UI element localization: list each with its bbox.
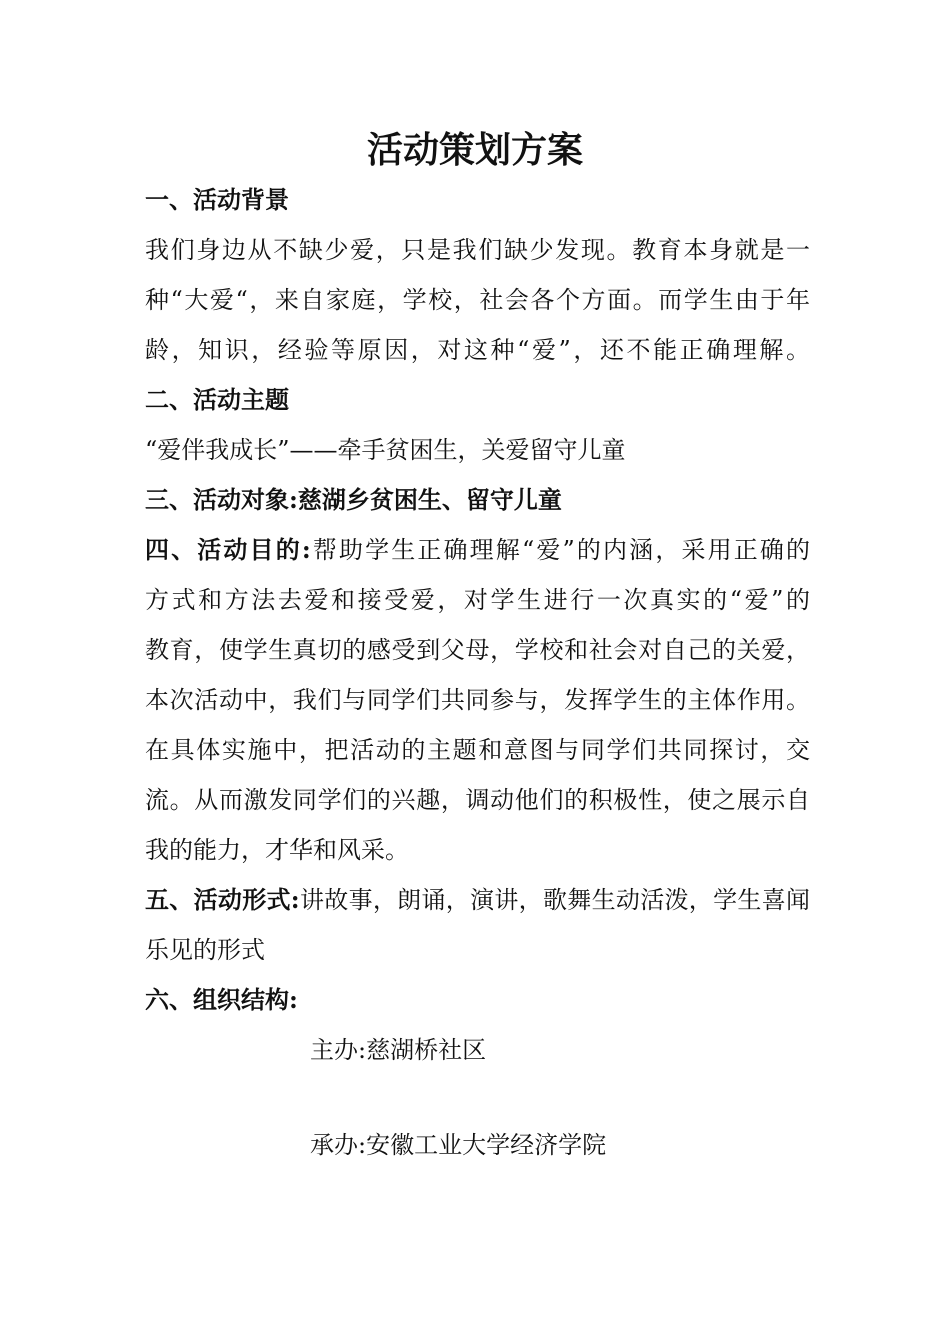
paragraph-text: 帮助学生正确理解“爱”的内涵，采用正确的	[310, 536, 811, 564]
paragraph-line: 种“大爱“，来自家庭，学校，社会各个方面。而学生由于年	[145, 286, 810, 314]
theme-text: “爱伴我成长”——牵手贫困生，关爱留守儿童	[145, 436, 626, 464]
paragraph-line: 方式和方法去爱和接受爱，对学生进行一次真实的“爱”的	[145, 586, 810, 614]
paragraph-line: 龄，知识，经验等原因，对这种“爱”，还不能正确理解。	[145, 336, 810, 364]
section-heading-background: 一、活动背景	[145, 185, 289, 214]
form-first-line	[145, 875, 810, 925]
section-heading-organization: 六、组织结构:	[145, 985, 298, 1014]
paragraph-line: 我的能力，才华和风采。	[145, 836, 409, 864]
paragraph-line: 我们身边从不缺少爱，只是我们缺少发现。教育本身就是一	[145, 236, 810, 264]
section-heading-form: 五、活动形式:	[145, 885, 300, 914]
paragraph-line: 在具体实施中，把活动的主题和意图与同学们共同探讨，交	[145, 736, 810, 764]
purpose-first-line	[145, 525, 810, 575]
paragraph-line: 流。从而激发同学们的兴趣，调动他们的积极性，使之展示自	[145, 786, 810, 814]
paragraph-line: 教育，使学生真切的感受到父母，学校和社会对自己的关爱，	[145, 636, 810, 664]
section-heading-target: 三、活动对象:慈湖乡贫困生、留守儿童	[145, 485, 562, 514]
section-heading-purpose: 四、活动目的:	[145, 535, 311, 564]
paragraph-line: 乐见的形式	[145, 936, 265, 964]
organizer-line: 承办:安徽工业大学经济学院	[310, 1131, 607, 1159]
host-line: 主办:慈湖桥社区	[310, 1036, 487, 1064]
section-heading-theme: 二、活动主题	[145, 385, 289, 414]
paragraph-line: 本次活动中，我们与同学们共同参与，发挥学生的主体作用。	[145, 686, 810, 714]
document-title: 活动策划方案	[366, 129, 583, 171]
paragraph-text: 讲故事，朗诵，演讲，歌舞生动活泼，学生喜闻	[299, 886, 811, 914]
